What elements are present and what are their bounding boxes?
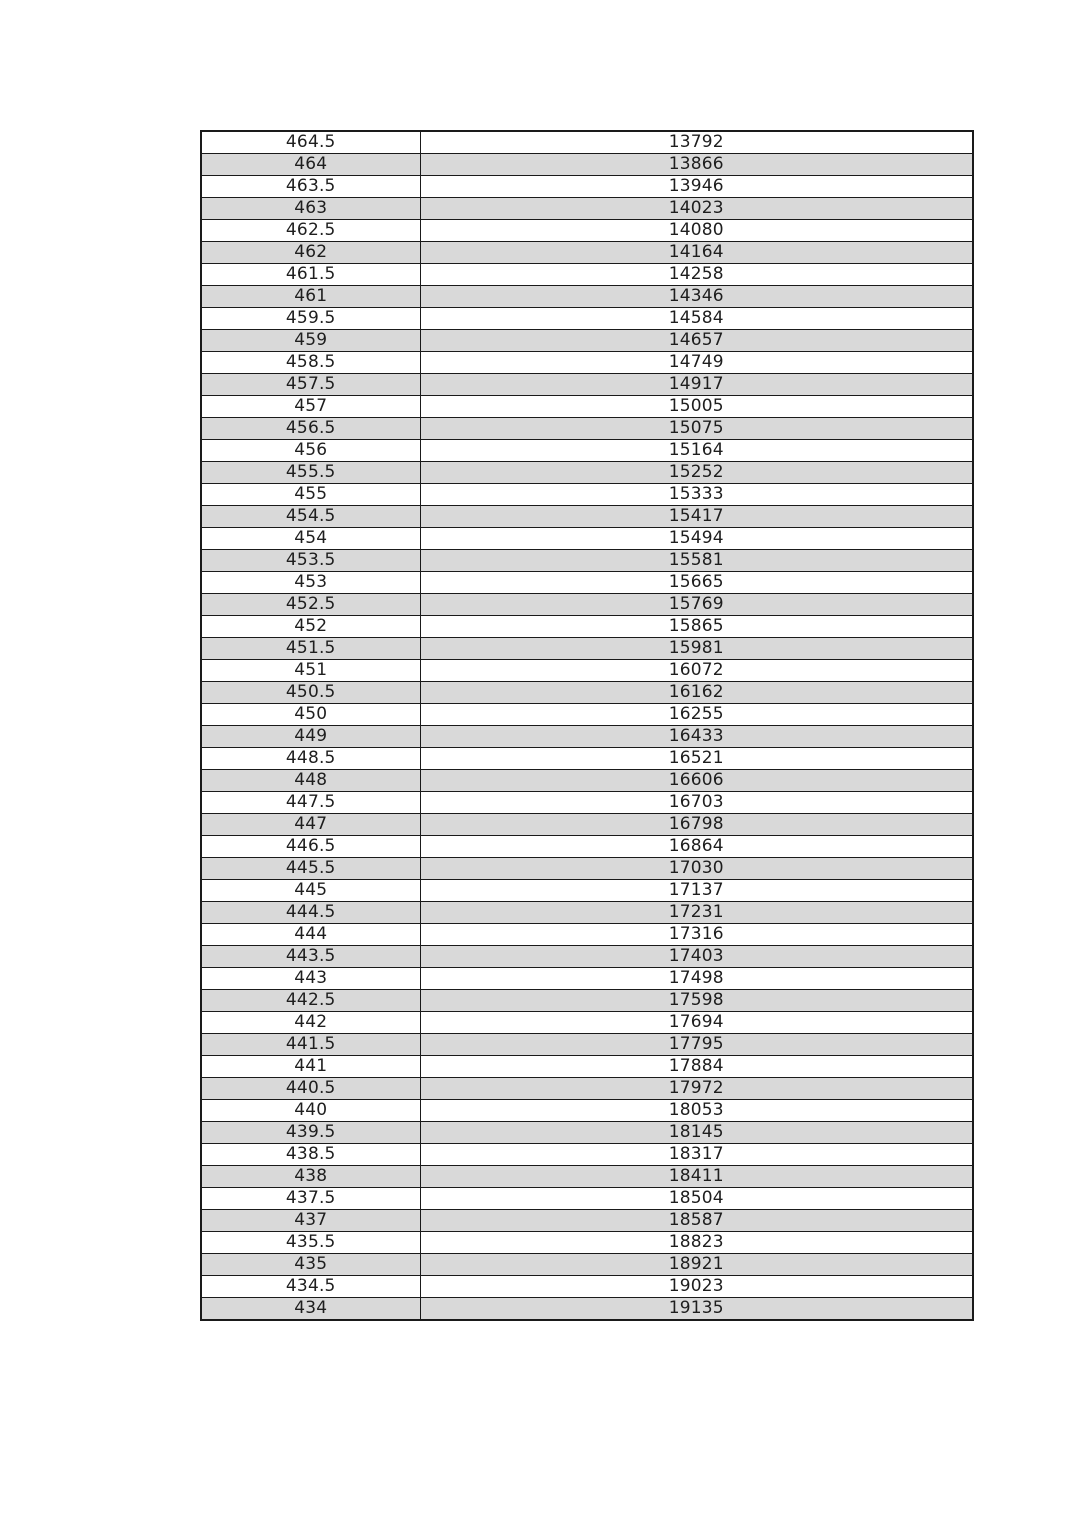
rank-cell: 14657 <box>420 330 973 352</box>
score-cell: 463.5 <box>201 176 420 198</box>
rank-cell: 15333 <box>420 484 973 506</box>
score-cell: 445 <box>201 880 420 902</box>
score-cell: 449 <box>201 726 420 748</box>
rank-cell: 18411 <box>420 1166 973 1188</box>
table-row <box>201 1166 973 1188</box>
rank-cell: 19023 <box>420 1276 973 1298</box>
score-cell: 438.5 <box>201 1144 420 1166</box>
table-row <box>201 770 973 792</box>
score-cell: 437.5 <box>201 1188 420 1210</box>
score-cell: 448.5 <box>201 748 420 770</box>
score-cell: 443.5 <box>201 946 420 968</box>
rank-cell: 15494 <box>420 528 973 550</box>
rank-cell: 14164 <box>420 242 973 264</box>
rank-cell: 16703 <box>420 792 973 814</box>
score-cell: 459 <box>201 330 420 352</box>
score-cell: 447 <box>201 814 420 836</box>
score-cell: 458.5 <box>201 352 420 374</box>
score-cell: 464 <box>201 154 420 176</box>
table-row <box>201 484 973 506</box>
table-row <box>201 748 973 770</box>
score-cell: 462 <box>201 242 420 264</box>
table-row <box>201 726 973 748</box>
rank-cell: 13866 <box>420 154 973 176</box>
table-row <box>201 131 973 154</box>
score-cell: 448 <box>201 770 420 792</box>
table-row <box>201 1034 973 1056</box>
table-row <box>201 1056 973 1078</box>
rank-cell: 14749 <box>420 352 973 374</box>
table-row <box>201 594 973 616</box>
score-cell: 455.5 <box>201 462 420 484</box>
rank-cell: 17795 <box>420 1034 973 1056</box>
table-row <box>201 968 973 990</box>
score-cell: 444.5 <box>201 902 420 924</box>
score-cell: 438 <box>201 1166 420 1188</box>
table-row <box>201 1100 973 1122</box>
table-row <box>201 308 973 330</box>
rank-cell: 17231 <box>420 902 973 924</box>
score-cell: 447.5 <box>201 792 420 814</box>
score-cell: 441.5 <box>201 1034 420 1056</box>
table-row <box>201 242 973 264</box>
score-cell: 440.5 <box>201 1078 420 1100</box>
table-row <box>201 572 973 594</box>
rank-cell: 17598 <box>420 990 973 1012</box>
score-cell: 445.5 <box>201 858 420 880</box>
table-row <box>201 396 973 418</box>
score-cell: 434.5 <box>201 1276 420 1298</box>
score-cell: 446.5 <box>201 836 420 858</box>
rank-cell: 14917 <box>420 374 973 396</box>
rank-cell: 18317 <box>420 1144 973 1166</box>
table-row <box>201 330 973 352</box>
table-row <box>201 704 973 726</box>
score-cell: 453 <box>201 572 420 594</box>
table-row <box>201 1210 973 1232</box>
rank-cell: 17137 <box>420 880 973 902</box>
score-cell: 451.5 <box>201 638 420 660</box>
table-row <box>201 462 973 484</box>
table-row <box>201 1232 973 1254</box>
rank-cell: 17316 <box>420 924 973 946</box>
score-cell: 434 <box>201 1298 420 1321</box>
table-row <box>201 220 973 242</box>
score-cell: 454 <box>201 528 420 550</box>
table-row <box>201 660 973 682</box>
table-row <box>201 792 973 814</box>
score-cell: 459.5 <box>201 308 420 330</box>
rank-cell: 16606 <box>420 770 973 792</box>
rank-cell: 14023 <box>420 198 973 220</box>
score-cell: 462.5 <box>201 220 420 242</box>
table-row <box>201 440 973 462</box>
table-row <box>201 154 973 176</box>
rank-cell: 17030 <box>420 858 973 880</box>
rank-cell: 17694 <box>420 1012 973 1034</box>
table-row <box>201 814 973 836</box>
score-cell: 452 <box>201 616 420 638</box>
score-cell: 451 <box>201 660 420 682</box>
table-row <box>201 1078 973 1100</box>
table-row <box>201 990 973 1012</box>
rank-cell: 16521 <box>420 748 973 770</box>
table-row <box>201 374 973 396</box>
table-row <box>201 550 973 572</box>
table-row <box>201 1298 973 1321</box>
table-row <box>201 616 973 638</box>
table-row <box>201 1012 973 1034</box>
score-rank-table <box>200 130 974 1321</box>
rank-cell: 14584 <box>420 308 973 330</box>
table-row <box>201 198 973 220</box>
table-row <box>201 836 973 858</box>
score-cell: 439.5 <box>201 1122 420 1144</box>
rank-cell: 15581 <box>420 550 973 572</box>
rank-cell: 16072 <box>420 660 973 682</box>
rank-cell: 15075 <box>420 418 973 440</box>
table-row <box>201 1144 973 1166</box>
rank-cell: 15981 <box>420 638 973 660</box>
rank-cell: 18053 <box>420 1100 973 1122</box>
table-body <box>201 131 973 1320</box>
table-row <box>201 286 973 308</box>
table-row <box>201 1122 973 1144</box>
rank-cell: 14258 <box>420 264 973 286</box>
rank-cell: 17972 <box>420 1078 973 1100</box>
table-row <box>201 902 973 924</box>
table-row <box>201 946 973 968</box>
table-row <box>201 682 973 704</box>
score-cell: 461 <box>201 286 420 308</box>
table-row <box>201 1254 973 1276</box>
score-cell: 452.5 <box>201 594 420 616</box>
rank-cell: 15865 <box>420 616 973 638</box>
score-cell: 442.5 <box>201 990 420 1012</box>
rank-cell: 16798 <box>420 814 973 836</box>
score-cell: 441 <box>201 1056 420 1078</box>
table-row <box>201 858 973 880</box>
table-row <box>201 528 973 550</box>
rank-cell: 13792 <box>420 131 973 154</box>
score-cell: 463 <box>201 198 420 220</box>
table-row <box>201 352 973 374</box>
rank-cell: 17403 <box>420 946 973 968</box>
rank-cell: 18823 <box>420 1232 973 1254</box>
rank-cell: 15252 <box>420 462 973 484</box>
score-cell: 454.5 <box>201 506 420 528</box>
table-row <box>201 638 973 660</box>
rank-cell: 15005 <box>420 396 973 418</box>
rank-cell: 15665 <box>420 572 973 594</box>
rank-cell: 16864 <box>420 836 973 858</box>
rank-cell: 16433 <box>420 726 973 748</box>
rank-cell: 14080 <box>420 220 973 242</box>
table-row <box>201 1188 973 1210</box>
score-cell: 442 <box>201 1012 420 1034</box>
rank-cell: 17498 <box>420 968 973 990</box>
score-cell: 457 <box>201 396 420 418</box>
rank-cell: 15164 <box>420 440 973 462</box>
rank-cell: 18504 <box>420 1188 973 1210</box>
rank-cell: 18145 <box>420 1122 973 1144</box>
table-row <box>201 506 973 528</box>
score-cell: 435.5 <box>201 1232 420 1254</box>
rank-cell: 16255 <box>420 704 973 726</box>
score-cell: 437 <box>201 1210 420 1232</box>
score-cell: 456 <box>201 440 420 462</box>
table-row <box>201 418 973 440</box>
rank-cell: 14346 <box>420 286 973 308</box>
table-row <box>201 880 973 902</box>
rank-cell: 15417 <box>420 506 973 528</box>
score-cell: 456.5 <box>201 418 420 440</box>
score-cell: 457.5 <box>201 374 420 396</box>
score-cell: 461.5 <box>201 264 420 286</box>
table-row <box>201 264 973 286</box>
score-cell: 435 <box>201 1254 420 1276</box>
rank-cell: 17884 <box>420 1056 973 1078</box>
score-cell: 450 <box>201 704 420 726</box>
rank-cell: 13946 <box>420 176 973 198</box>
table-row <box>201 1276 973 1298</box>
score-cell: 444 <box>201 924 420 946</box>
score-cell: 453.5 <box>201 550 420 572</box>
table-row <box>201 924 973 946</box>
score-cell: 455 <box>201 484 420 506</box>
rank-cell: 19135 <box>420 1298 973 1321</box>
score-cell: 440 <box>201 1100 420 1122</box>
rank-cell: 15769 <box>420 594 973 616</box>
score-cell: 443 <box>201 968 420 990</box>
rank-cell: 18921 <box>420 1254 973 1276</box>
score-cell: 464.5 <box>201 131 420 154</box>
rank-cell: 16162 <box>420 682 973 704</box>
table-row <box>201 176 973 198</box>
score-cell: 450.5 <box>201 682 420 704</box>
rank-cell: 18587 <box>420 1210 973 1232</box>
